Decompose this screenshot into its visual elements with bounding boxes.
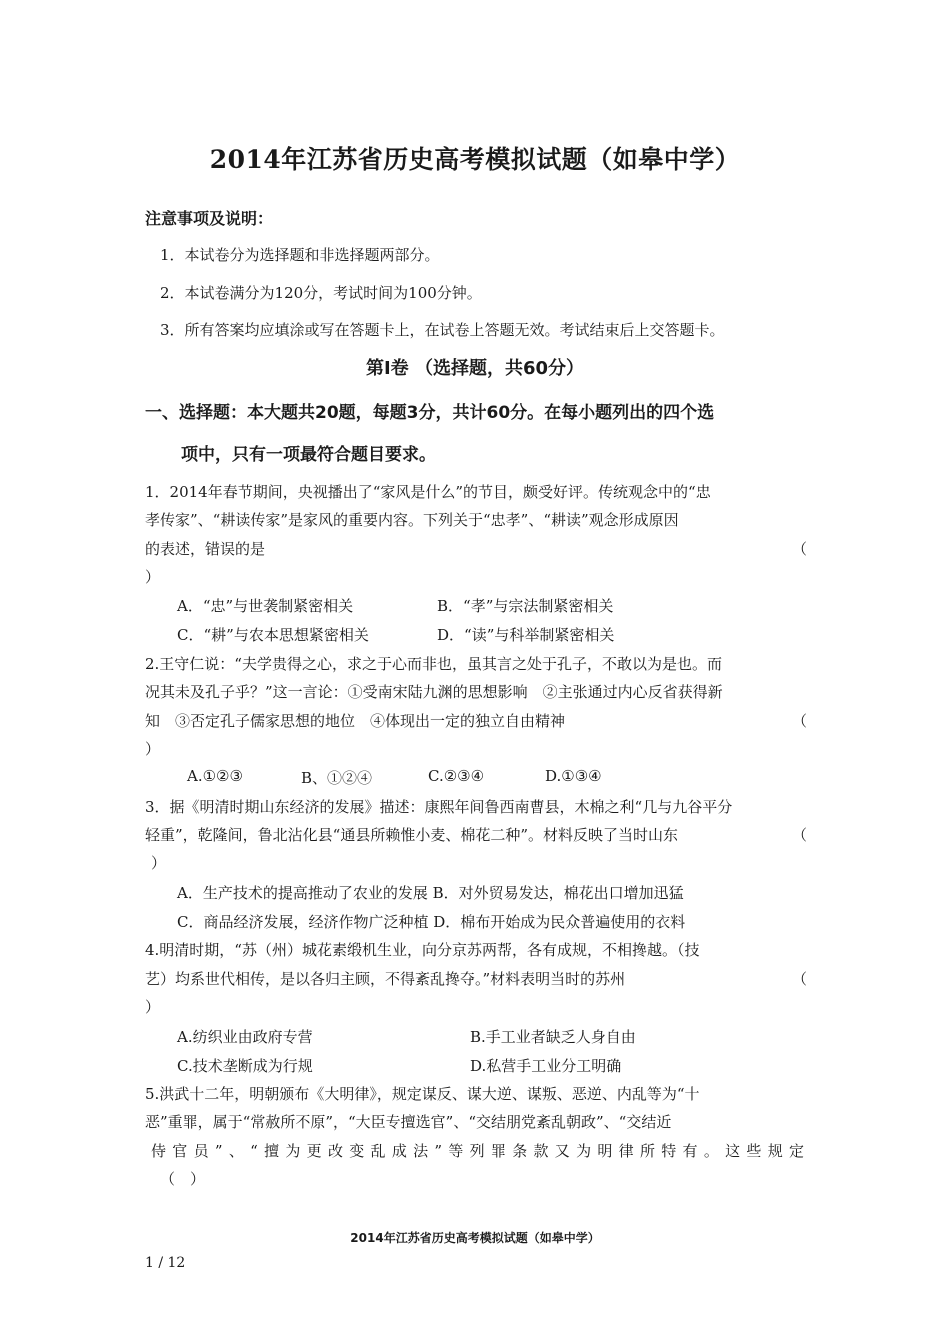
section-title: 第I卷 （选择题，共60分） bbox=[365, 358, 584, 379]
page-title: 2014年江苏省历史高考模拟试题（如皋中学） bbox=[209, 145, 741, 174]
answer-paren-open: （ bbox=[792, 970, 808, 988]
option-ab: A．生产技术的提高推动了农业的发展 B．对外贸易发达，棉花出口增加迅猛 bbox=[177, 884, 684, 902]
option-d: D.①③④ bbox=[545, 767, 602, 785]
question-text: 恶”重罪，属于“常赦所不原”，“大臣专擅选官”、“交结朋党紊乱朝政”、“交结近 bbox=[145, 1113, 672, 1131]
notice-heading: 注意事项及说明： bbox=[145, 209, 274, 228]
answer-paren-close: ） bbox=[151, 854, 167, 872]
question-text: 知 ③否定孔子儒家思想的地位 ④体现出一定的独立自由精神 bbox=[145, 712, 566, 730]
option-b: B.手工业者缺乏人身自由 bbox=[470, 1028, 636, 1046]
option-a: A．“忠”与世袭制紧密相关 bbox=[177, 597, 354, 615]
option-c: C.技术垄断成为行规 bbox=[177, 1057, 313, 1075]
question-text: 5.洪武十二年，明朝颁布《大明律》，规定谋反、谋大逆、谋叛、恶逆、内乱等为“十 bbox=[145, 1085, 700, 1103]
question-text: 况其未及孔子乎？”这一言论：①受南宋陆九渊的思想影响 ②主张通过内心反省获得新 bbox=[145, 683, 723, 701]
question-text: 1．2014年春节期间，央视播出了“家风是什么”的节目，颇受好评。传统观念中的“忠 bbox=[145, 483, 711, 501]
answer-paren-close: ） bbox=[145, 998, 161, 1016]
option-a: A.纺织业由政府专营 bbox=[177, 1028, 313, 1046]
question-text: 4.明清时期，“苏（州）城花素缎机生业，向分京苏两帮，各有成规，不相搀越。（技 bbox=[145, 941, 700, 959]
question-text: 3．据《明清时期山东经济的发展》描述：康熙年间鲁西南曹县，木棉之利“几与九谷平分 bbox=[145, 798, 733, 816]
question-text: 艺）均系世代相传，是以各归主顾，不得紊乱搀夺。”材料表明当时的苏州 bbox=[145, 970, 626, 988]
question-text: 的表述，错误的是 bbox=[145, 540, 266, 558]
option-b: B、①②④ bbox=[301, 769, 373, 787]
option-c: C.②③④ bbox=[428, 767, 485, 785]
question-text: 侍官员”、“擅为更改变乱成法”等列罪条款又为明律所特有。这些规定 bbox=[151, 1142, 805, 1160]
answer-paren-open: （ bbox=[792, 826, 808, 844]
answer-paren-close: ） bbox=[145, 568, 161, 586]
question-text: 2.王守仁说：“夫学贵得之心，求之于心而非也，虽其言之处于孔子，不敢以为是也。而 bbox=[145, 655, 722, 673]
option-d: D.私营手工业分工明确 bbox=[470, 1057, 622, 1075]
notice-item: 2．本试卷满分为120分，考试时间为100分钟。 bbox=[160, 284, 482, 302]
option-c: C．“耕”与农本思想紧密相关 bbox=[177, 626, 369, 644]
notice-item: 3．所有答案均应填涂或写在答题卡上，在试卷上答题无效。考试结束后上交答题卡。 bbox=[160, 321, 725, 339]
option-b: B．“孝”与宗法制紧密相关 bbox=[437, 597, 614, 615]
option-d: D．“读”与科举制紧密相关 bbox=[437, 626, 615, 644]
option-cd: C．商品经济发展，经济作物广泛种植 D．棉布开始成为民众普遍使用的衣料 bbox=[177, 913, 686, 931]
answer-paren-open: （ bbox=[792, 712, 808, 730]
question-text: 孝传家”、“耕读传家”是家风的重要内容。下列关于“忠孝”、“耕读”观念形成原因 bbox=[145, 511, 679, 529]
answer-paren-open: （ bbox=[792, 540, 808, 558]
notice-item: 1．本试卷分为选择题和非选择题两部分。 bbox=[160, 246, 440, 264]
page-number: 1 / 12 bbox=[145, 1255, 186, 1271]
option-a: A.①②③ bbox=[187, 767, 243, 785]
footer-title: 2014年江苏省历史高考模拟试题（如皋中学） bbox=[350, 1231, 600, 1245]
part-heading-line: 项中，只有一项最符合题目要求。 bbox=[181, 445, 436, 465]
part-heading-line: 一、选择题：本大题共20题，每题3分，共计60分。在每小题列出的四个选 bbox=[145, 403, 715, 423]
answer-paren: （ ） bbox=[160, 1170, 206, 1188]
question-text: 轻重”，乾隆间，鲁北沾化县“通县所赖惟小麦、棉花二种”。材料反映了当时山东 bbox=[145, 826, 679, 844]
answer-paren-close: ） bbox=[145, 740, 161, 758]
